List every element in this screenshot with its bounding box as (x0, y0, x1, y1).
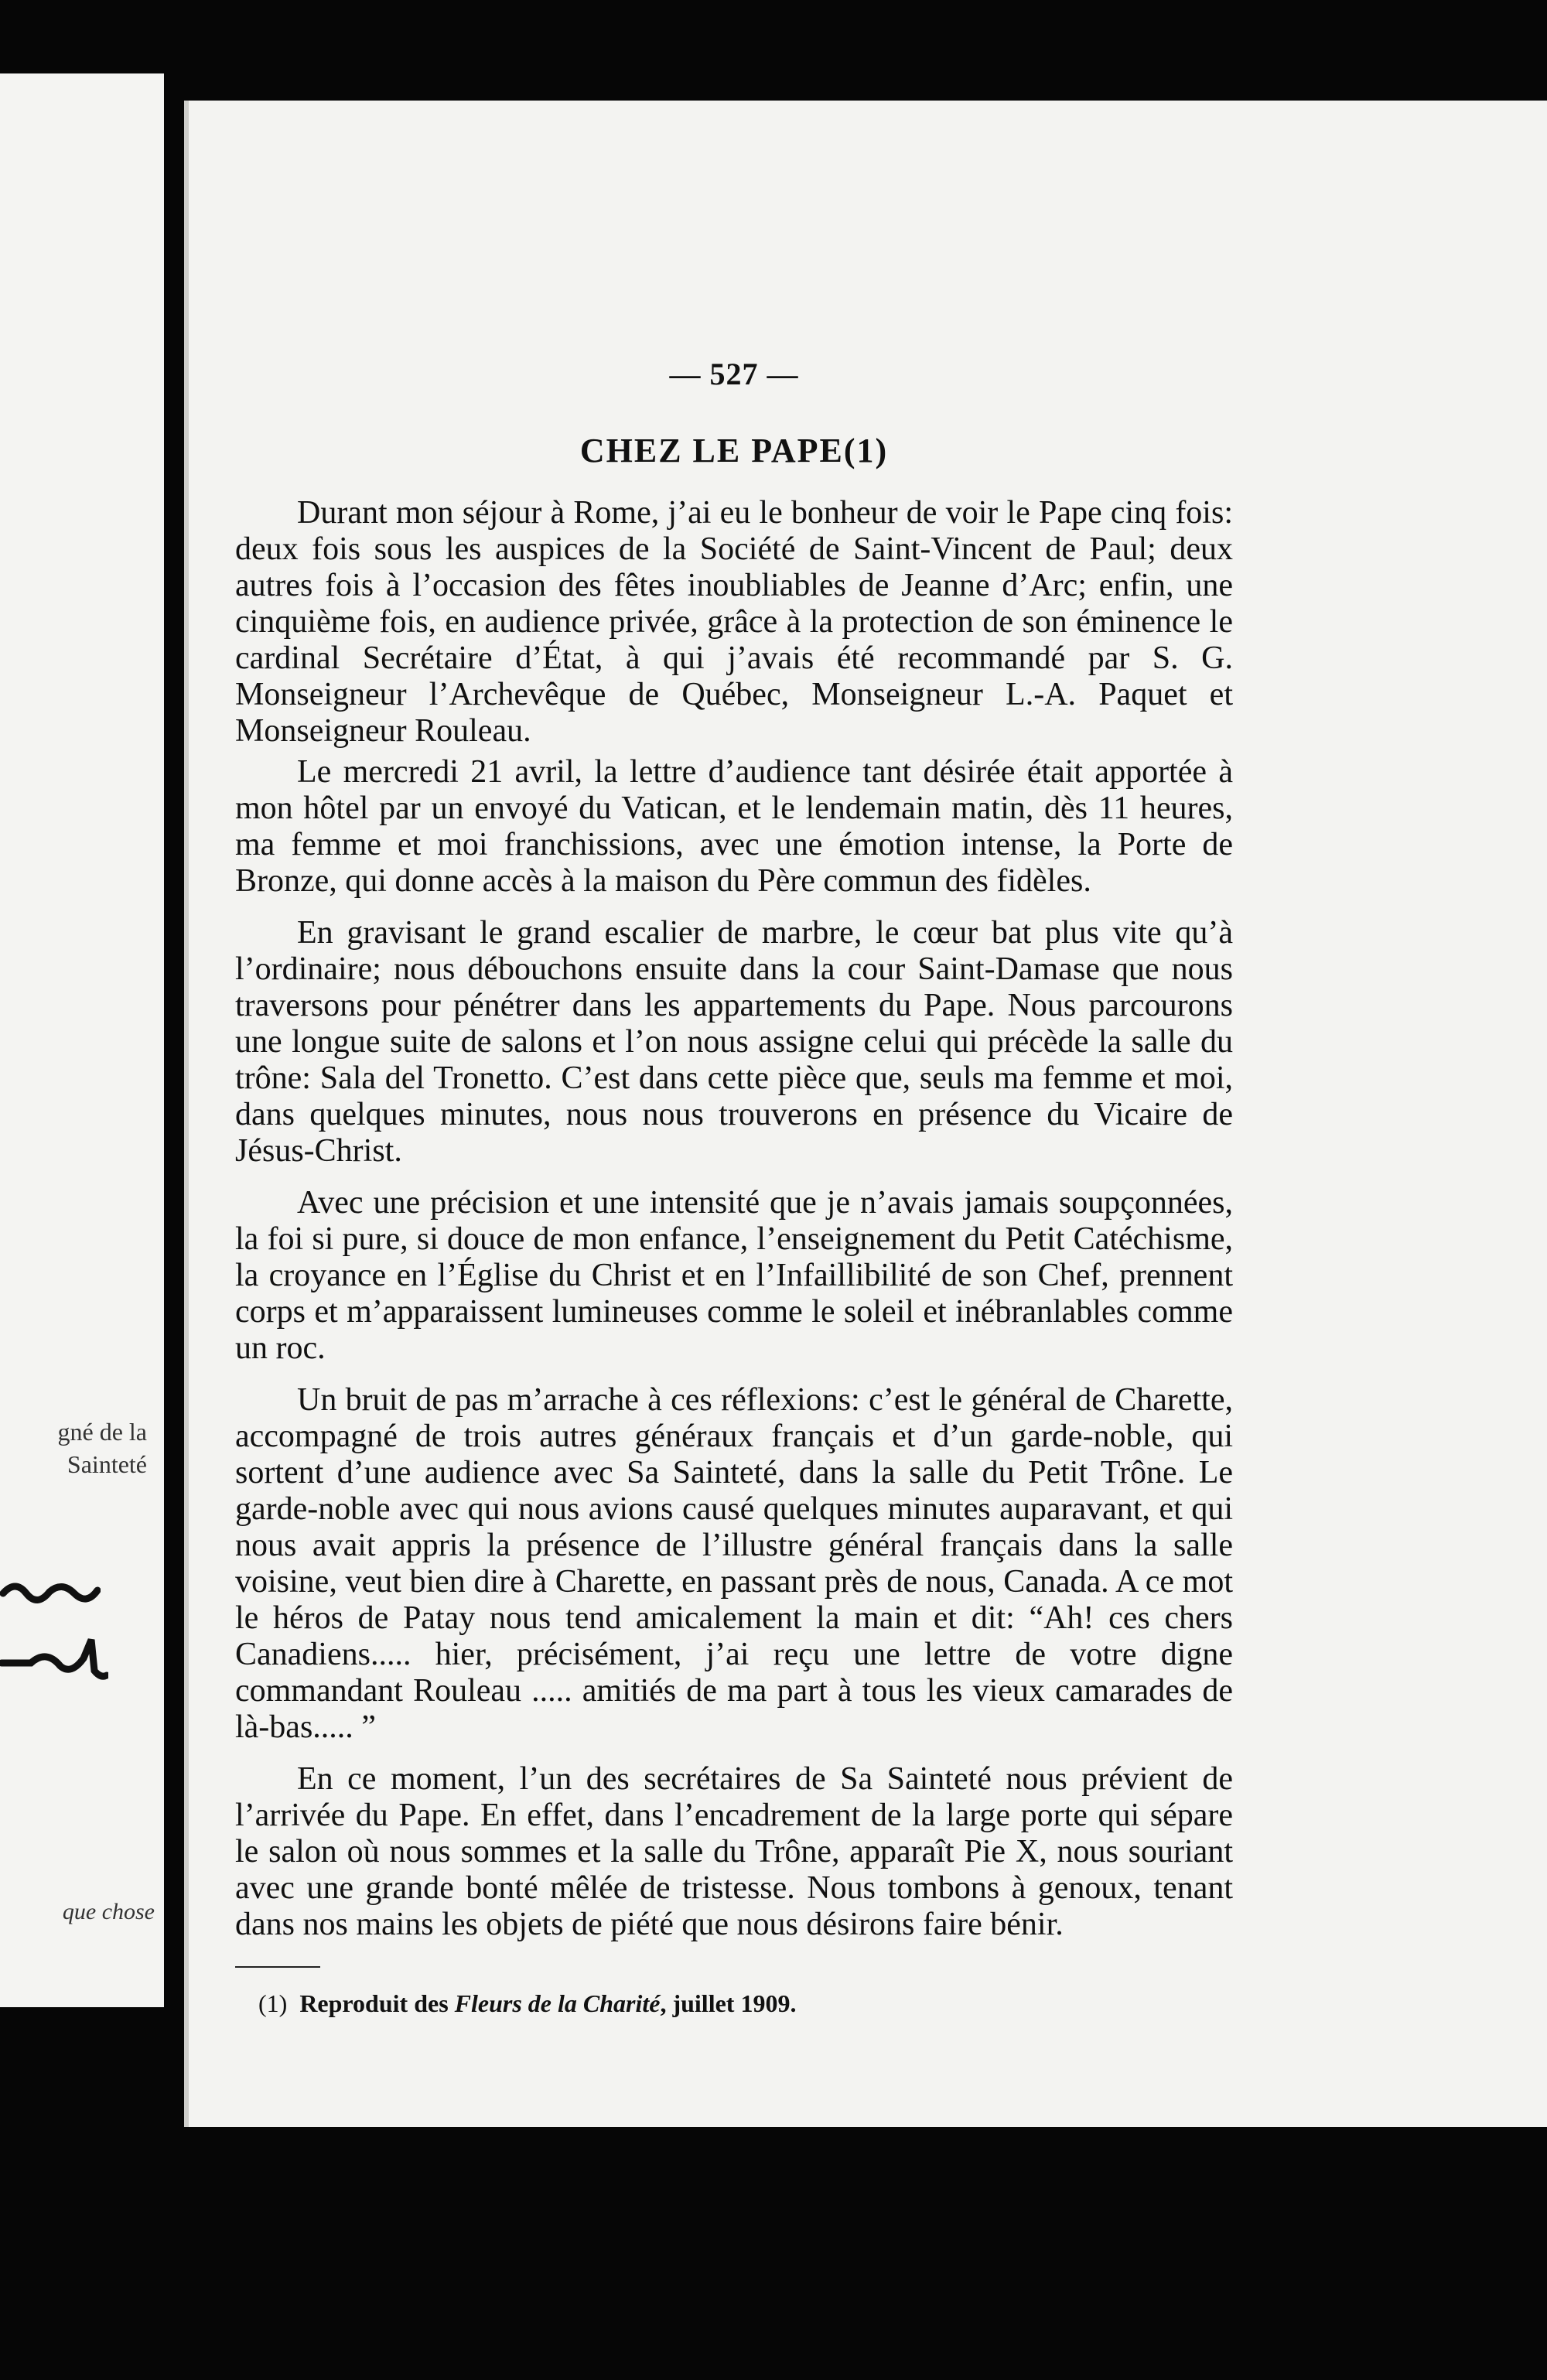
chapter-title: CHEZ LE PAPE(1) (579, 432, 889, 470)
paragraph: Avec une précision et une intensité que je n’avais jamais soupçonnées, la foi si pure, si douce de mon enfance, l’enseignement du Petit Catéchisme, la croyance en l’Église du Christ et en l’Infaillibilité de son Chef, prennent corps et m’apparaissent lumineuses comme le soleil et inébranlables comme un roc. (235, 1185, 1233, 1366)
facing-page-line-1: gné de la (57, 1418, 147, 1446)
footnote-marker: (1) (258, 1989, 288, 2017)
handwriting-mark (0, 1570, 101, 1609)
paragraph: Un bruit de pas m’arrache à ces réflexions: c’est le général de Charette, accompagné de trois autres généraux français et d’un garde-noble, qui sortent d’une audience avec Sa Sainteté, dans la salle du Petit Trône. Le garde-noble avec qui nous avions causé quelques minutes auparavant, et qui nous avait appris la présence de l’illustre général français dans la salle voisine, veut bien dire à Charette, en passant près de nous, Canada. A ce mot le héros de Patay nous tend amicalement la main et dit: “Ah! ces chers Canadiens..... hier, précisément, j’ai reçu une lettre de votre digne commandant Rouleau ..... amitiés de ma part à tous les vieux camarades de là-bas..... ” (235, 1382, 1233, 1745)
paragraph: Le mercredi 21 avril, la lettre d’audience tant désirée était apportée à mon hôtel par un envoyé du Vatican, et le lendemain matin, dès 11 heures, ma femme et moi franchissions, avec une émotion intense, la Porte de Bronze, qui donne accès à la maison du Père commun des fidèles. (235, 754, 1233, 899)
paragraph: Durant mon séjour à Rome, j’ai eu le bonheur de voir le Pape cinq fois: deux fois sous les auspices de la Société de Saint-Vincent de Paul; deux autres fois à l’occasion des fêtes inoubliables de Jeanne d’Arc; enfin, une cinquième fois, en audience privée, grâce à la protection de son éminence le cardinal Secrétaire d’État, à qui j’avais été recommandé par S. G. Monseigneur l’Archevêque de Québec, Monseigneur L.-A. Paquet et Monseigneur Rouleau. (235, 495, 1233, 749)
body-text (235, 495, 1233, 1943)
book-page (184, 101, 1547, 2127)
paragraph: En ce moment, l’un des secrétaires de Sa Sainteté nous prévient de l’arrivée du Pape. En effet, dans l’encadrement de la large porte qui sépare le salon où nous sommes et la salle du Trône, apparaît Pie X, nous souriant avec une grande bonté mêlée de tristesse. Nous tombons à genoux, tenant dans nos mains les objets de piété que nous désirons faire bénir. (235, 1761, 1233, 1942)
page-number: — 527 — (669, 357, 799, 391)
handwriting-mark (0, 1632, 108, 1686)
footnote (235, 1989, 1233, 2017)
facing-page-line-2: Sainteté (67, 1450, 147, 1478)
facing-page-text (0, 1415, 147, 1480)
paragraph: En gravisant le grand escalier de marbre, le cœur bat plus vite qu’à l’ordinaire; nous débouchons ensuite dans la cour Saint-Damase que nous traversons pour pénétrer dans les appartements du Pape. Nous parcourons une longue suite de salons et l’on nous assigne celui qui précède la salle du trône: Sala del Tronetto. C’est dans cette pièce que, seuls ma femme et moi, dans quelques minutes, nous nous trouverons en présence du Vicaire de Jésus-Christ. (235, 915, 1233, 1169)
footnote-divider (235, 1966, 320, 1968)
facing-page-line-3: que chose (62, 1899, 155, 1924)
facing-page-fragment (0, 73, 164, 2007)
page-body (235, 356, 1233, 2017)
footnote-text-before: Reproduit des (299, 1989, 455, 2017)
footnote-source: Fleurs de la Charité (454, 1989, 661, 2017)
footnote-text-after: , juillet 1909. (660, 1989, 797, 2017)
